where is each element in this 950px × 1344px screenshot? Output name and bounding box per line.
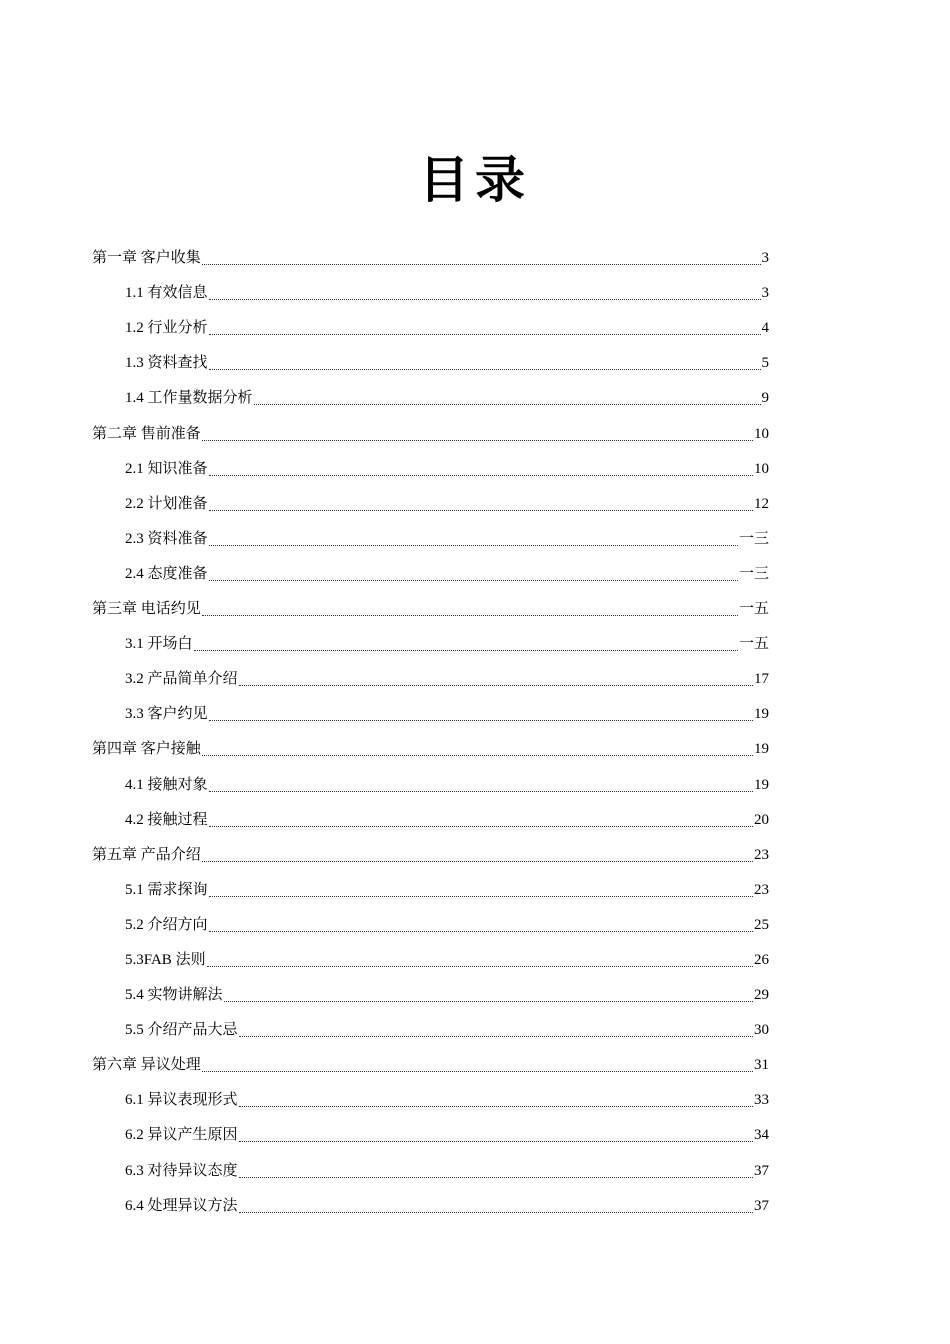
toc-page-number: 37	[754, 1197, 769, 1214]
toc-dot-leader	[209, 791, 753, 792]
toc-dot-leader	[254, 404, 761, 405]
toc-entry-label: 第六章 异议处理	[92, 1057, 201, 1074]
toc-page-number: 31	[754, 1057, 769, 1074]
toc-entry-label: 1.2 行业分析	[125, 320, 208, 337]
toc-section-entry[interactable]	[92, 487, 769, 522]
toc-dot-leader	[202, 755, 753, 756]
toc-dot-leader	[202, 440, 753, 441]
toc-entry-label: 6.3 对待异议态度	[125, 1162, 238, 1179]
toc-dot-leader	[202, 264, 761, 265]
toc-dot-leader	[209, 720, 753, 721]
toc-entry-label: 2.4 态度准备	[125, 565, 208, 582]
toc-page-number: 3	[761, 250, 769, 267]
toc-section-entry[interactable]	[92, 311, 769, 346]
toc-dot-leader	[202, 615, 738, 616]
toc-section-entry[interactable]	[92, 1083, 769, 1118]
toc-entry-label: 4.2 接触过程	[125, 811, 208, 828]
toc-page-number: 9	[761, 390, 769, 407]
toc-section-entry[interactable]	[92, 1153, 769, 1188]
toc-page-number: 34	[754, 1127, 769, 1144]
toc-page-number: 一三	[738, 530, 769, 547]
toc-entry-label: 5.1 需求探询	[125, 881, 208, 898]
toc-page-number: 19	[754, 776, 769, 793]
toc-section-entry[interactable]	[92, 346, 769, 381]
toc-dot-leader	[194, 650, 738, 651]
toc-entry-label: 第四章 客户接触	[92, 741, 201, 758]
toc-page-number: 3	[761, 285, 769, 302]
toc-dot-leader	[239, 1106, 753, 1107]
toc-chapter-entry[interactable]	[92, 592, 769, 627]
toc-entry-label: 2.1 知识准备	[125, 460, 208, 477]
toc-entry-label: 1.4 工作量数据分析	[125, 390, 253, 407]
toc-page-number: 12	[754, 495, 769, 512]
toc-dot-leader	[209, 545, 738, 546]
toc-page-number: 一五	[738, 601, 769, 618]
toc-section-entry[interactable]	[92, 943, 769, 978]
toc-chapter-entry[interactable]	[92, 732, 769, 767]
toc-section-entry[interactable]	[92, 627, 769, 662]
toc-dot-leader	[239, 1141, 753, 1142]
toc-entry-label: 5.2 介绍方向	[125, 916, 208, 933]
toc-dot-leader	[239, 685, 753, 686]
toc-dot-leader	[239, 1036, 753, 1037]
toc-dot-leader	[209, 896, 753, 897]
toc-page-number: 37	[754, 1162, 769, 1179]
toc-section-entry[interactable]	[92, 557, 769, 592]
toc-page-number: 26	[754, 951, 769, 968]
toc-entry-label: 6.4 处理异议方法	[125, 1197, 238, 1214]
table-of-contents	[92, 241, 769, 1224]
toc-entry-label: 4.1 接触对象	[125, 776, 208, 793]
toc-chapter-entry[interactable]	[92, 416, 769, 451]
page-title: 目录	[419, 151, 531, 209]
toc-section-entry[interactable]	[92, 662, 769, 697]
toc-page-number: 10	[754, 425, 769, 442]
toc-page-number: 17	[754, 671, 769, 688]
toc-entry-label: 6.2 异议产生原因	[125, 1127, 238, 1144]
toc-entry-label: 第五章 产品介绍	[92, 846, 201, 863]
toc-entry-label: 第二章 售前准备	[92, 425, 201, 442]
toc-page-number: 19	[754, 741, 769, 758]
toc-page-number: 20	[754, 811, 769, 828]
toc-section-entry[interactable]	[92, 1118, 769, 1153]
toc-dot-leader	[209, 931, 753, 932]
toc-dot-leader	[209, 510, 753, 511]
toc-entry-label: 1.1 有效信息	[125, 285, 208, 302]
toc-page-number: 一五	[738, 636, 769, 653]
toc-entry-label: 2.2 计划准备	[125, 495, 208, 512]
toc-section-entry[interactable]	[92, 697, 769, 732]
toc-entry-label: 6.1 异议表现形式	[125, 1092, 238, 1109]
toc-dot-leader	[239, 1177, 753, 1178]
toc-dot-leader	[207, 966, 753, 967]
toc-entry-label: 5.4 实物讲解法	[125, 987, 223, 1004]
toc-entry-label: 5.3FAB 法则	[125, 951, 206, 968]
toc-chapter-entry[interactable]	[92, 838, 769, 873]
toc-section-entry[interactable]	[92, 908, 769, 943]
toc-entry-label: 第三章 电话约见	[92, 601, 201, 618]
toc-entry-label: 3.1 开场白	[125, 636, 193, 653]
toc-dot-leader	[224, 1001, 753, 1002]
toc-page-number: 23	[754, 846, 769, 863]
toc-page-number: 33	[754, 1092, 769, 1109]
toc-entry-label: 1.3 资料查找	[125, 355, 208, 372]
toc-dot-leader	[209, 826, 753, 827]
toc-page-number: 29	[754, 987, 769, 1004]
toc-dot-leader	[202, 1071, 753, 1072]
toc-dot-leader	[239, 1212, 753, 1213]
toc-section-entry[interactable]	[92, 803, 769, 838]
toc-section-entry[interactable]	[92, 1189, 769, 1224]
toc-section-entry[interactable]	[92, 767, 769, 802]
toc-entry-label: 3.2 产品简单介绍	[125, 671, 238, 688]
toc-page-number: 一三	[738, 565, 769, 582]
toc-page-number: 5	[761, 355, 769, 372]
toc-entry-label: 5.5 介绍产品大忌	[125, 1022, 238, 1039]
toc-dot-leader	[209, 299, 761, 300]
toc-dot-leader	[209, 369, 761, 370]
toc-section-entry[interactable]	[92, 452, 769, 487]
toc-dot-leader	[202, 861, 753, 862]
toc-section-entry[interactable]	[92, 276, 769, 311]
toc-page-number: 25	[754, 916, 769, 933]
toc-page-number: 19	[754, 706, 769, 723]
toc-section-entry[interactable]	[92, 522, 769, 557]
toc-entry-label: 3.3 客户约见	[125, 706, 208, 723]
toc-chapter-entry[interactable]	[92, 241, 769, 276]
toc-dot-leader	[209, 580, 738, 581]
toc-section-entry[interactable]	[92, 873, 769, 908]
toc-section-entry[interactable]	[92, 381, 769, 416]
toc-page-number: 30	[754, 1022, 769, 1039]
toc-entry-label: 第一章 客户收集	[92, 250, 201, 267]
toc-page-number: 23	[754, 881, 769, 898]
toc-section-entry[interactable]	[92, 978, 769, 1013]
toc-entry-label: 2.3 资料准备	[125, 530, 208, 547]
toc-page-number: 10	[754, 460, 769, 477]
toc-chapter-entry[interactable]	[92, 1048, 769, 1083]
toc-page-number: 4	[761, 320, 769, 337]
toc-dot-leader	[209, 334, 761, 335]
toc-dot-leader	[209, 475, 753, 476]
toc-section-entry[interactable]	[92, 1013, 769, 1048]
